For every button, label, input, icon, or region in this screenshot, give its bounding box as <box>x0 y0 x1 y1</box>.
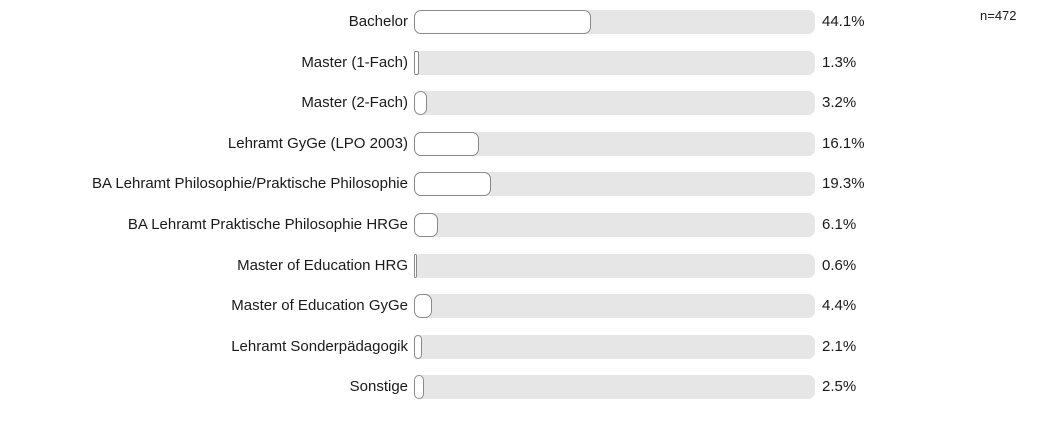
category-label: Master (1-Fach) <box>301 54 408 71</box>
bar <box>414 91 427 115</box>
bar <box>414 132 479 156</box>
category-label: Bachelor <box>348 13 408 30</box>
bar-track <box>414 213 815 237</box>
bar <box>414 335 422 359</box>
value-label: 3.2% <box>822 94 857 111</box>
category-label: BA Lehramt Praktische Philosophie HRGe <box>127 216 408 233</box>
value-label: 44.1% <box>822 13 865 30</box>
value-label: 19.3% <box>822 175 865 192</box>
value-label: 6.1% <box>822 216 857 233</box>
bar <box>414 10 591 34</box>
bar-row <box>0 49 1049 77</box>
bar-track <box>414 294 815 318</box>
value-label: 16.1% <box>822 135 865 152</box>
sample-size-label: n=472 <box>980 8 1017 23</box>
bar-row <box>0 89 1049 117</box>
bar-track <box>414 132 815 156</box>
category-label: Master of Education HRG <box>237 257 408 274</box>
bar-row <box>0 333 1049 361</box>
category-label: Lehramt Sonderpädagogik <box>231 338 408 355</box>
category-label: Sonstige <box>349 378 408 395</box>
bar-track <box>414 51 815 75</box>
category-label: Lehramt GyGe (LPO 2003) <box>227 135 408 152</box>
bar <box>414 51 419 75</box>
value-label: 4.4% <box>822 297 857 314</box>
bar-track <box>414 172 815 196</box>
bar-track <box>414 91 815 115</box>
bar-row <box>0 292 1049 320</box>
bar-row <box>0 373 1049 401</box>
category-label: Master (2-Fach) <box>301 94 408 111</box>
bar-row <box>0 8 1049 36</box>
category-label: Master of Education GyGe <box>231 297 408 314</box>
bar-row <box>0 130 1049 158</box>
value-label: 0.6% <box>822 257 857 274</box>
bar-track <box>414 10 815 34</box>
bar-track <box>414 254 815 278</box>
category-label: BA Lehramt Philosophie/Praktische Philosophie <box>91 175 408 192</box>
bar <box>414 375 424 399</box>
value-label: 1.3% <box>822 54 857 71</box>
bar-track <box>414 375 815 399</box>
bar-row <box>0 170 1049 198</box>
bar-row <box>0 252 1049 280</box>
bar-track <box>414 335 815 359</box>
value-label: 2.5% <box>822 378 857 395</box>
bar <box>414 254 417 278</box>
value-label: 2.1% <box>822 338 857 355</box>
bar <box>414 294 432 318</box>
bar <box>414 213 438 237</box>
bar-row <box>0 211 1049 239</box>
bar <box>414 172 491 196</box>
